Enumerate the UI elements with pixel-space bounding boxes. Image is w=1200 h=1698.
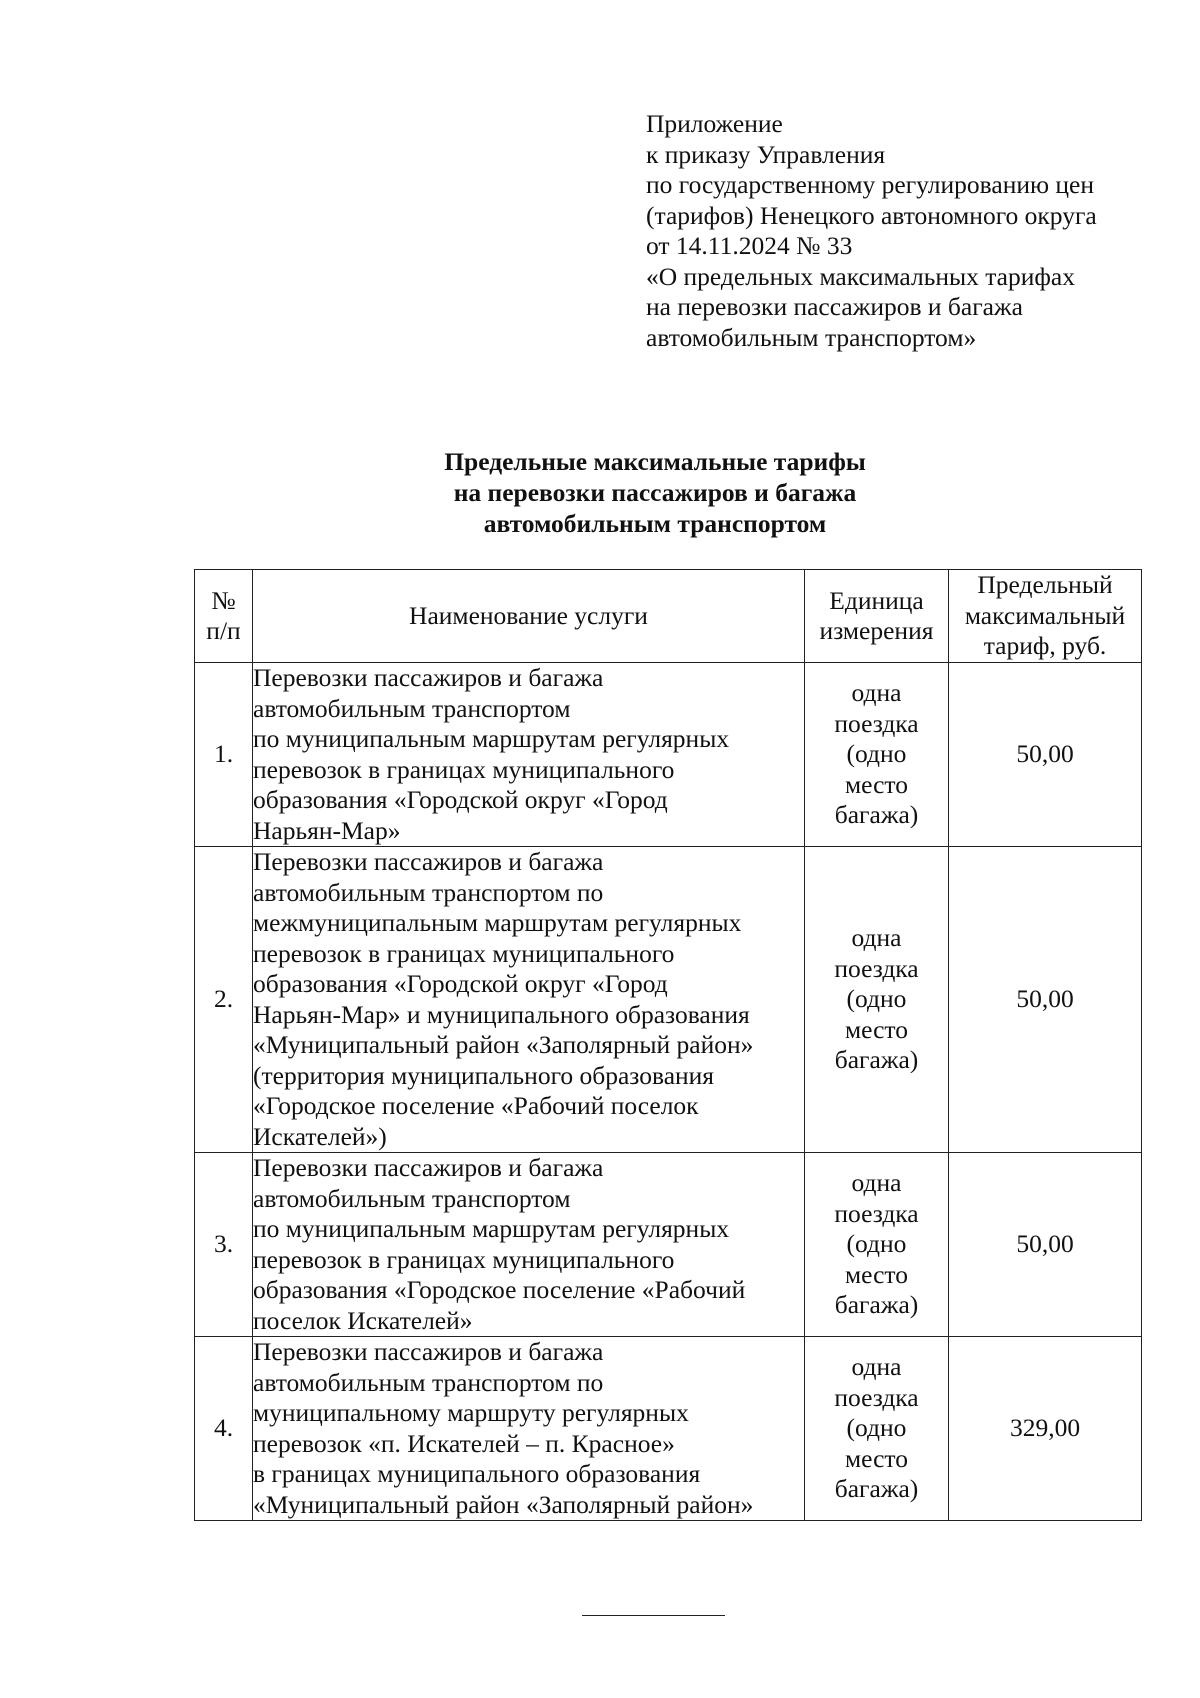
appendix-line: (тарифов) Ненецкого автономного округа	[646, 200, 1097, 230]
service-name-line: «Городское поселение «Рабочий поселок	[253, 1091, 699, 1120]
unit-line: поездка	[834, 708, 919, 738]
service-name-line: «Муниципальный район «Заполярный район»	[253, 1030, 754, 1059]
service-name-line: Искателей»)	[253, 1121, 387, 1151]
header-number-line: п/п	[206, 616, 241, 645]
tariff-value: 329,00	[949, 1337, 1142, 1521]
service-name-line: «Муниципальный район «Заполярный район»	[253, 1489, 754, 1519]
header-tariff	[949, 570, 1142, 663]
service-name-line: автомобильным транспортом по	[253, 877, 604, 907]
unit-line: поездка	[834, 1382, 919, 1412]
header-tariff-line: Предельный	[977, 570, 1113, 600]
service-name-line: поселок Искателей»	[253, 1305, 473, 1335]
unit-line: багажа)	[834, 1474, 919, 1504]
unit-line: место	[845, 1443, 908, 1473]
service-name-line: Нарьян-Мар»	[253, 815, 401, 845]
unit-line: место	[845, 1259, 908, 1289]
unit-line: одна	[851, 678, 902, 708]
title-line: автомобильным транспортом	[483, 509, 827, 538]
tariff-value: 50,00	[949, 663, 1142, 847]
table-row	[195, 847, 1142, 1153]
service-name-line: автомобильным транспортом	[253, 693, 571, 723]
row-number: 4.	[195, 1337, 253, 1521]
header-unit	[805, 570, 949, 663]
service-name-line: Перевозки пассажиров и багажа	[253, 663, 604, 692]
service-name-line: муниципальному маршруту регулярных	[253, 1398, 689, 1427]
end-of-document-rule	[582, 1615, 725, 1616]
unit-line: багажа)	[834, 800, 919, 830]
service-name-line: Перевозки пассажиров и багажа	[253, 847, 604, 876]
unit-line: багажа)	[834, 1290, 919, 1320]
document-title	[0, 446, 1200, 539]
tariffs-table	[194, 569, 1142, 1521]
unit-of-measure	[805, 1153, 949, 1337]
unit-line: (одно	[846, 1413, 907, 1443]
unit-of-measure	[805, 663, 949, 847]
unit-line: место	[845, 1014, 908, 1044]
row-number: 1.	[195, 663, 253, 847]
service-name-line: перевозок в границах муниципального	[253, 1244, 675, 1274]
unit-of-measure	[805, 1337, 949, 1521]
appendix-line: «О предельных максимальных тарифах	[646, 261, 1075, 291]
tariff-value: 50,00	[949, 1153, 1142, 1337]
unit-line: одна	[851, 923, 902, 953]
appendix-line: Приложение	[646, 109, 783, 138]
table-header-row	[195, 570, 1142, 663]
header-name: Наименование услуги	[253, 570, 805, 663]
title-line: на перевозки пассажиров и багажа	[453, 478, 857, 507]
service-name-line: автомобильным транспортом	[253, 1183, 571, 1213]
unit-line: поездка	[834, 1198, 919, 1228]
service-name-line: Нарьян-Мар» и муниципального образования	[253, 999, 750, 1029]
row-number: 2.	[195, 847, 253, 1153]
table-row	[195, 663, 1142, 847]
service-name	[253, 1153, 805, 1337]
appendix-line: на перевозки пассажиров и багажа	[646, 292, 1023, 321]
service-name-line: Перевозки пассажиров и багажа	[253, 1153, 604, 1182]
service-name-line: перевозок в границах муниципального	[253, 938, 675, 968]
tariff-value: 50,00	[949, 847, 1142, 1153]
header-number	[195, 570, 253, 663]
title-line: Предельные максимальные тарифы	[444, 447, 866, 476]
unit-line: (одно	[846, 1229, 907, 1259]
service-name-line: образования «Городское поселение «Рабочий	[253, 1275, 746, 1304]
header-unit-line: Единица	[829, 585, 924, 615]
unit-line: поездка	[834, 953, 919, 983]
header-unit-line: измерения	[819, 616, 934, 645]
appendix-block	[646, 109, 1097, 353]
service-name-line: в границах муниципального образования	[253, 1459, 701, 1488]
service-name-line: перевозок в границах муниципального	[253, 754, 675, 784]
header-tariff-line: тариф, руб.	[983, 631, 1107, 661]
service-name	[253, 1337, 805, 1521]
service-name	[253, 847, 805, 1153]
service-name-line: Перевозки пассажиров и багажа	[253, 1337, 604, 1366]
service-name-line: по муниципальным маршрутам регулярных	[253, 724, 730, 753]
unit-line: место	[845, 769, 908, 799]
row-number: 3.	[195, 1153, 253, 1337]
appendix-line: к приказу Управления	[646, 139, 886, 169]
service-name-line: образования «Городской округ «Город	[253, 969, 668, 998]
unit-line: одна	[851, 1352, 902, 1382]
unit-of-measure	[805, 847, 949, 1153]
service-name-line: (территория муниципального образования	[253, 1060, 715, 1090]
header-number-line: №	[211, 585, 236, 615]
header-tariff-line: максимальный	[964, 600, 1126, 630]
table-row	[195, 1337, 1142, 1521]
appendix-line: от 14.11.2024 № 33	[646, 231, 853, 260]
service-name-line: по муниципальным маршрутам регулярных	[253, 1214, 730, 1243]
unit-line: (одно	[846, 739, 907, 769]
unit-line: багажа)	[834, 1045, 919, 1075]
table-row	[195, 1153, 1142, 1337]
appendix-line: автомобильным транспортом»	[646, 322, 977, 352]
service-name-line: перевозок «п. Искателей – п. Красное»	[253, 1428, 675, 1458]
service-name-line: автомобильным транспортом по	[253, 1367, 604, 1397]
service-name-line: межмуниципальным маршрутам регулярных	[253, 908, 742, 937]
unit-line: одна	[851, 1168, 902, 1198]
unit-line: (одно	[846, 984, 907, 1014]
service-name-line: образования «Городской округ «Город	[253, 785, 668, 814]
service-name	[253, 663, 805, 847]
appendix-line: по государственному регулированию цен	[646, 170, 1095, 199]
